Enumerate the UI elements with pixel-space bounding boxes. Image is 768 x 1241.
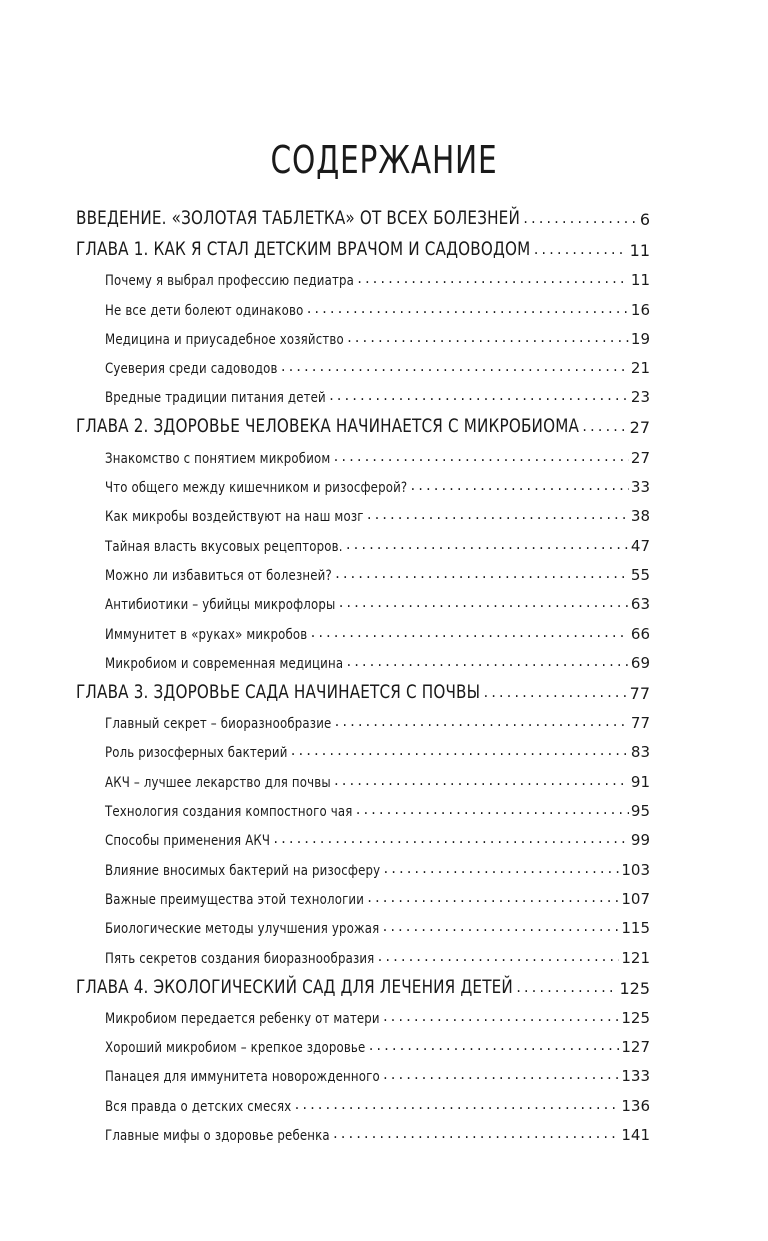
page-number: 63 [630,595,650,614]
section-title [105,480,407,496]
toc-chapter-entry[interactable] [76,672,650,703]
dot-leader [522,213,638,225]
section-title [105,568,332,584]
page-number: 133 [621,1067,650,1086]
toc-section-entry[interactable] [76,437,650,466]
chapter-title [76,681,480,703]
page-number: 121 [621,948,650,967]
dot-leader [305,303,628,315]
entry-label-text: Влияние вносимых бактерий на ризосферу [105,862,381,879]
page-number: 141 [621,1126,650,1145]
chapter-title [76,207,520,229]
page-number: 16 [630,300,650,319]
section-title [105,1040,365,1056]
entry-label-text: ГЛАВА 4. ЭКОЛОГИЧЕСКИЙ САД ДЛЯ ЛЕЧЕНИЯ ДЕТЕЙ [76,975,513,998]
entry-label-text: Вся правда о детских смесях [105,1098,292,1115]
section-title [105,892,364,908]
chapter-title [76,415,579,437]
dot-leader [482,687,627,699]
page-number: 115 [621,919,650,938]
page-number: 6 [639,210,650,229]
toc-section-entry[interactable] [76,643,650,672]
toc-section-entry[interactable] [76,908,650,937]
page-number: 38 [630,507,650,526]
page-number: 19 [630,329,650,348]
dot-leader [581,421,628,433]
dot-leader [382,1011,620,1023]
toc-section-entry[interactable] [76,613,650,642]
section-title [105,833,270,849]
toc-section-entry[interactable] [76,761,650,790]
section-title [105,745,288,761]
entry-label-text: ГЛАВА 1. КАК Я СТАЛ ДЕТСКИМ ВРАЧОМ И САДОВОДОМ [76,238,531,260]
toc-section-entry[interactable] [76,791,650,820]
dot-leader [280,361,629,373]
section-title [105,1069,380,1085]
dot-leader [334,568,629,580]
entry-label-text: Микробиом и современная медицина [105,655,344,672]
entry-label-text: Антибиотики – убийцы микрофлоры [105,597,336,614]
page-number: 69 [630,653,650,672]
toc-section-entry[interactable] [76,1085,650,1114]
dot-leader [345,656,629,668]
dot-leader [328,390,629,402]
toc-chapter-entry[interactable] [76,229,650,260]
dot-leader [337,597,628,609]
dot-leader [382,1069,620,1081]
entry-label-text: Суеверия среди садоводов [105,361,278,378]
dot-leader [381,921,619,933]
page-title: СОДЕРЖАНИЕ [270,138,498,182]
section-title [105,390,326,406]
section-title [105,509,364,525]
entry-label-text: Почему я выбрал профессию педиатра [105,273,354,290]
entry-label-text: Главный секрет – биоразнообразие [105,716,332,733]
section-title [105,716,331,732]
section-title [105,804,352,820]
section-title [105,597,335,613]
toc-section-entry[interactable] [76,820,650,849]
entry-label-text: Можно ли избавиться от болезней? [105,567,332,584]
section-title [105,1011,380,1027]
toc-section-entry[interactable] [76,937,650,966]
toc-section-entry[interactable] [76,555,650,584]
dot-leader [532,244,627,256]
page-number: 125 [621,1008,650,1027]
page-number: 27 [630,448,650,467]
toc-chapter-entry[interactable] [76,198,650,229]
toc-section-entry[interactable] [76,525,650,554]
entry-label-text: Технология создания компостного чая [105,804,353,821]
page-number: 27 [629,418,650,438]
entry-label-text: Хороший микробиом – крепкое здоровье [105,1040,366,1057]
entry-label-text: Биологические методы улучшения урожая [105,921,380,938]
toc-section-entry[interactable] [76,584,650,613]
chapter-title [76,238,530,260]
section-title [105,539,343,555]
section-title [105,303,303,319]
entry-label-text: Пять секретов создания биоразнообразия [105,950,375,967]
toc-section-entry[interactable] [76,1027,650,1056]
dot-leader [332,451,628,463]
toc-section-entry[interactable] [76,998,650,1027]
page-number: 136 [621,1096,650,1115]
entry-label-text: ВВЕДЕНИЕ. «ЗОЛОТАЯ ТАБЛЕТКА» ОТ ВСЕХ БОЛЕЗНЕЙ [76,207,520,229]
dot-leader [345,539,629,551]
dot-leader [382,863,619,875]
entry-label-text: АКЧ – лучшее лекарство для почвы [105,774,331,791]
section-title [105,273,354,289]
dot-leader [366,892,619,904]
entry-label-text: Роль ризосферных бактерий [105,745,288,762]
page-number: 91 [630,772,650,791]
section-title [105,951,374,967]
toc-section-entry[interactable] [76,1115,650,1144]
section-title [105,1128,330,1144]
section-title [105,451,330,467]
entry-label-text: Вредные традиции питания детей [105,390,326,407]
page-number: 125 [619,978,650,998]
dot-leader [272,833,629,845]
dot-leader [367,1040,619,1052]
toc-section-entry[interactable] [76,319,650,348]
dot-leader [356,273,629,285]
toc-section-entry[interactable] [76,377,650,406]
entry-label-text: Медицина и приусадебное хозяйство [105,331,344,348]
dot-leader [309,627,629,639]
table-of-contents [76,198,650,1144]
dot-leader [346,332,629,344]
toc-section-entry[interactable] [76,467,650,496]
section-title [105,361,278,377]
dot-leader [376,951,619,963]
entry-label-text: Тайная власть вкусовых рецепторов. [105,538,343,555]
page-number: 33 [630,478,650,497]
dot-leader [366,509,629,521]
dot-leader [293,1099,619,1111]
page-number: 127 [621,1038,650,1057]
dot-leader [332,1128,620,1140]
entry-label-text: ГЛАВА 3. ЗДОРОВЬЕ САДА НАЧИНАЕТСЯ С ПОЧВЫ [76,680,481,703]
page-number: 66 [630,624,650,643]
section-title [105,627,307,643]
page-number: 83 [630,743,650,762]
page-number: 11 [629,241,650,260]
dot-leader [515,982,618,994]
section-title [105,775,331,791]
toc-section-entry[interactable] [76,849,650,878]
entry-label-text: Главные мифы о здоровье ребенка [105,1128,330,1145]
section-title [105,1099,291,1115]
dot-leader [354,804,628,816]
toc-section-entry[interactable] [76,732,650,761]
toc-section-entry[interactable] [76,496,650,525]
toc-section-entry[interactable] [76,703,650,732]
page-number: 77 [629,683,650,703]
dot-leader [290,745,629,757]
section-title [105,332,344,348]
page-number: 107 [621,889,650,908]
entry-label-text: Иммунитет в «руках» микробов [105,626,308,643]
page-number: 103 [621,860,650,879]
page-number: 47 [630,536,650,555]
dot-leader [333,775,629,787]
chapter-title [76,976,513,998]
entry-label-text: Способы применения АКЧ [105,833,271,850]
section-title [105,656,343,672]
toc-section-entry[interactable] [76,348,650,377]
toc-chapter-entry[interactable] [76,967,650,998]
entry-label-text: Панацея для иммунитета новорожденного [105,1069,380,1086]
page-number: 23 [630,388,650,407]
entry-label-text: Знакомство с понятием микробиом [105,450,331,467]
page-number: 95 [630,802,650,821]
page-number: 99 [630,831,650,850]
entry-label-text: ГЛАВА 2. ЗДОРОВЬЕ ЧЕЛОВЕКА НАЧИНАЕТСЯ С МИКРОБИОМА [76,415,580,438]
entry-label-text: Что общего между кишечником и ризосферой? [105,480,408,497]
page-number: 55 [630,565,650,584]
dot-leader [409,480,629,492]
section-title [105,863,380,879]
toc-section-entry[interactable] [76,1056,650,1085]
toc-chapter-entry[interactable] [76,406,650,437]
entry-label-text: Важные преимущества этой технологии [105,891,365,908]
toc-section-entry[interactable] [76,879,650,908]
entry-label-text: Микробиом передается ребенку от матери [105,1010,380,1027]
toc-section-entry[interactable] [76,289,650,318]
toc-section-entry[interactable] [76,260,650,289]
section-title [105,921,379,937]
page-number: 11 [630,271,650,290]
dot-leader [333,716,629,728]
page-number: 77 [630,714,650,733]
entry-label-text: Как микробы воздействуют на наш мозг [105,509,364,526]
entry-label-text: Не все дети болеют одинаково [105,302,304,319]
page-number: 21 [630,359,650,378]
